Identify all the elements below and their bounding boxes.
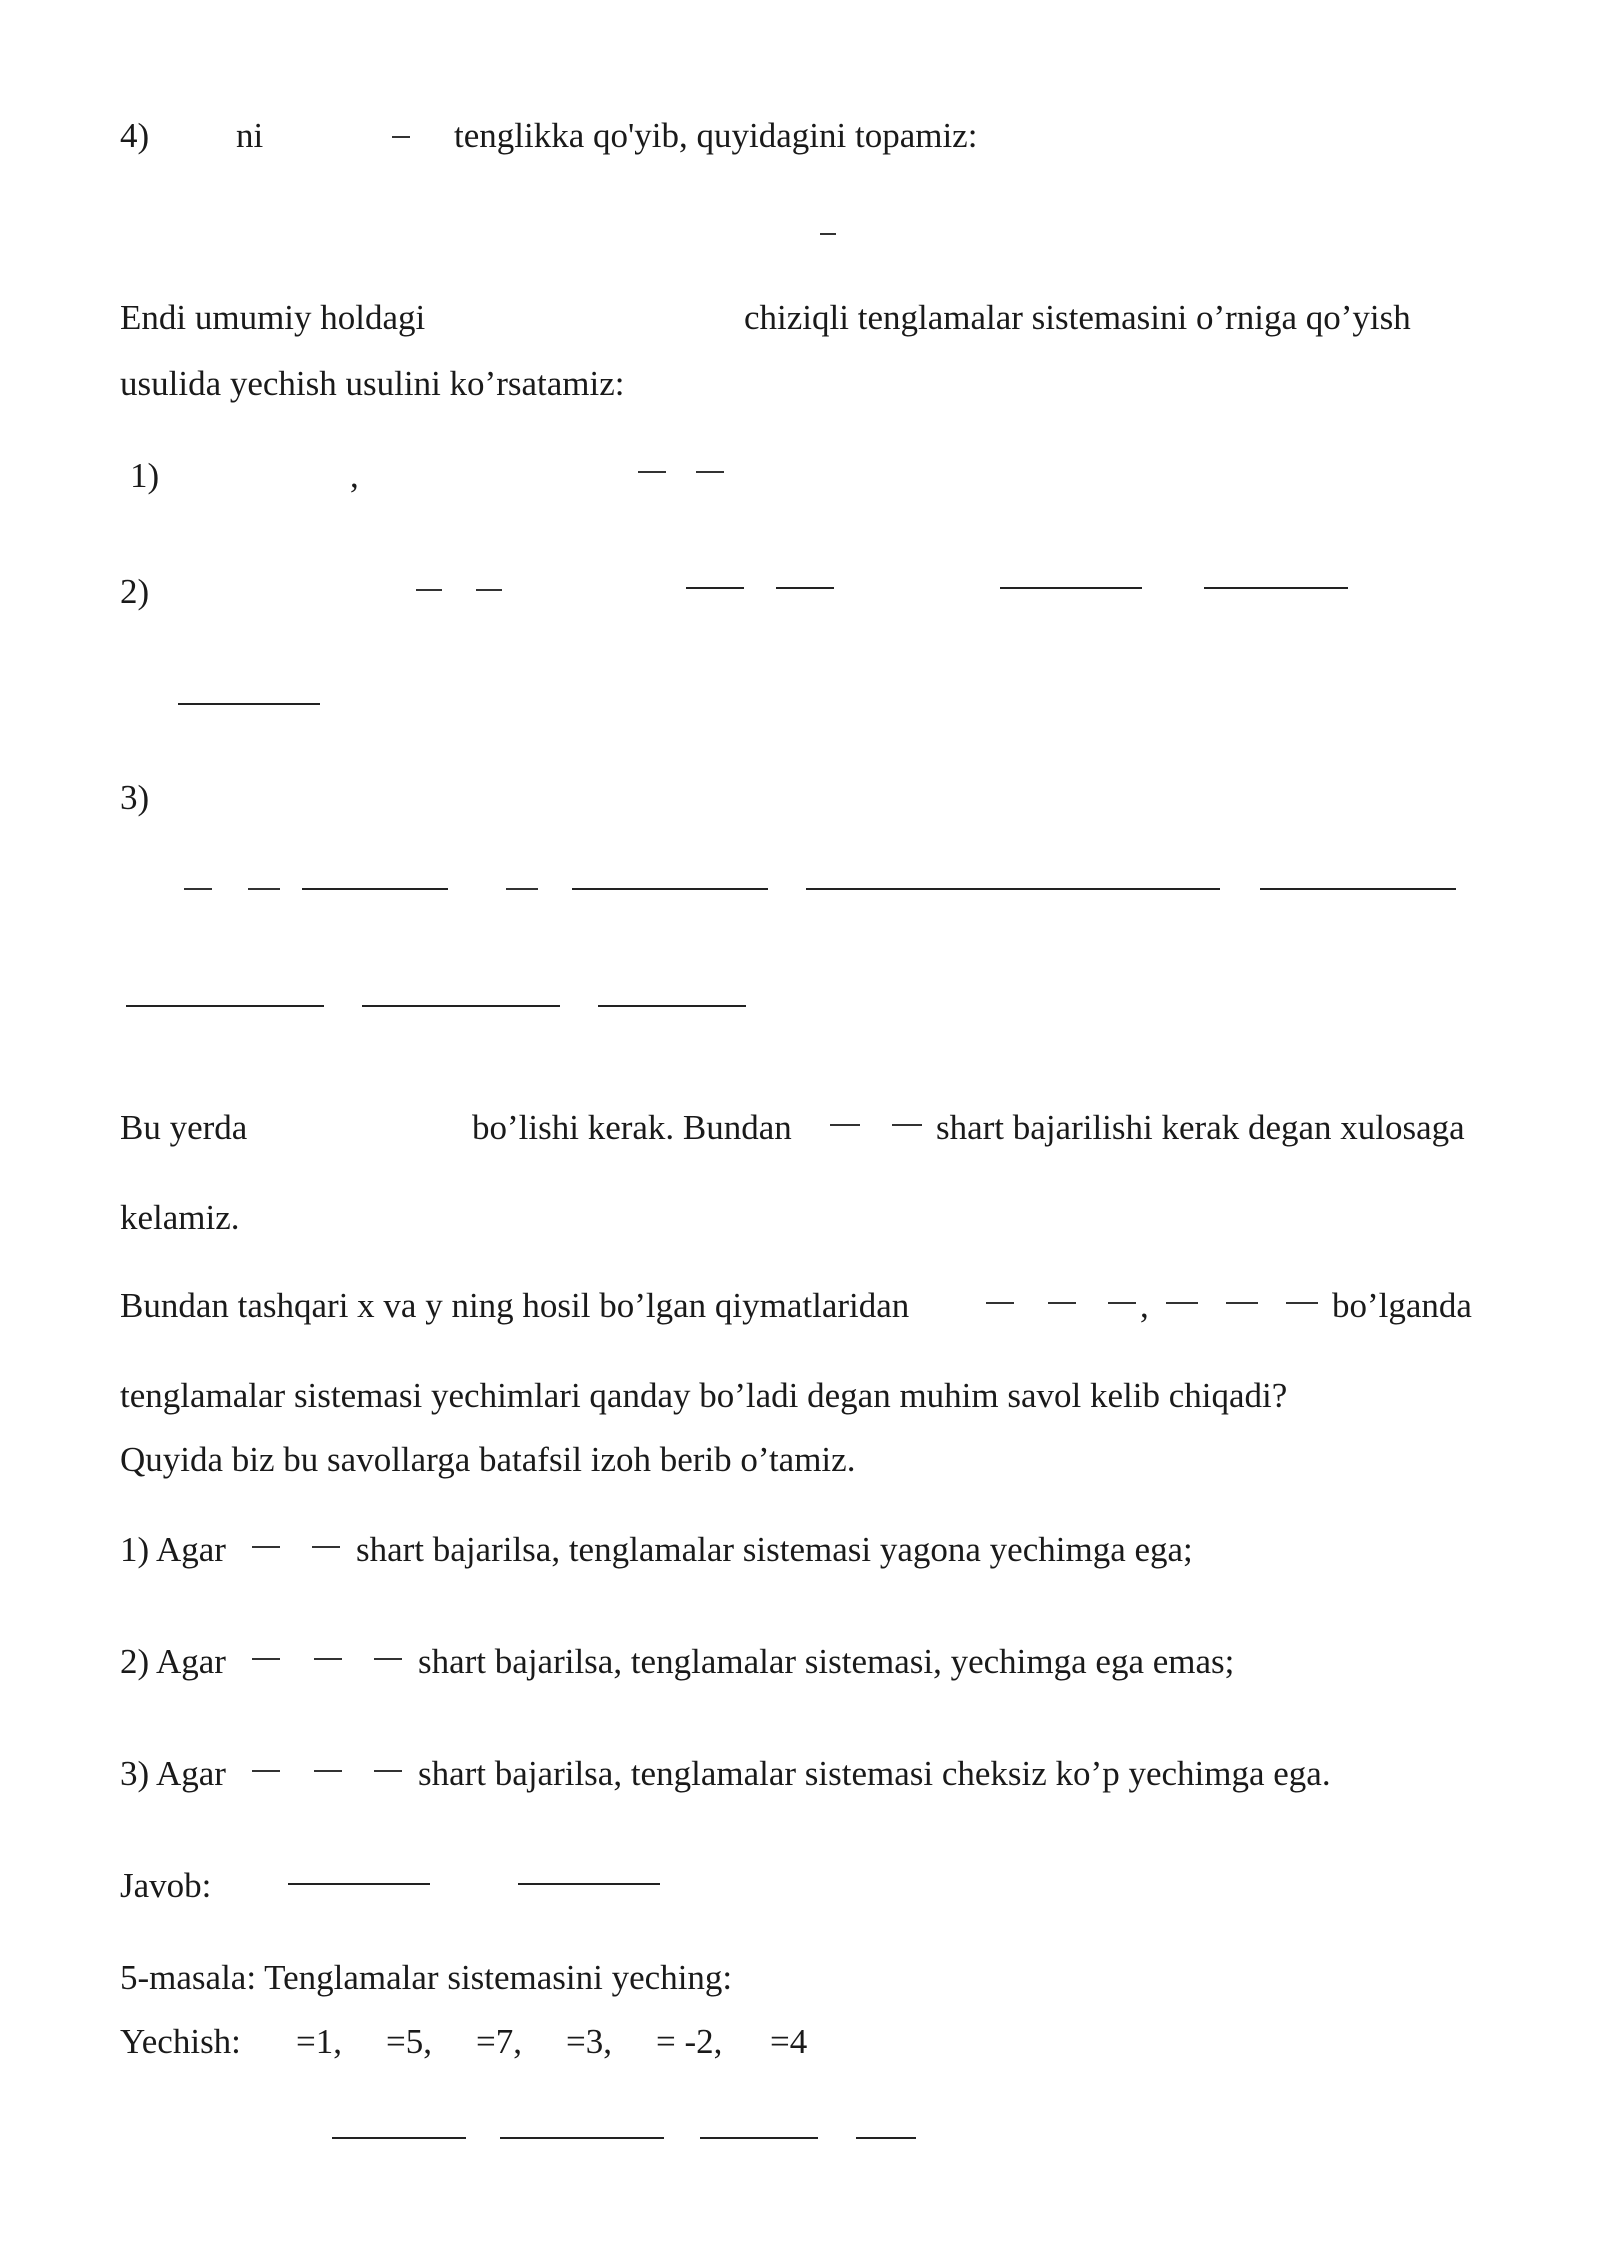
fraction-bar: [806, 888, 1220, 890]
fraction-bar: [1048, 1302, 1076, 1304]
fraction-bar: [392, 136, 410, 138]
solution-value: =3,: [566, 2022, 612, 2061]
fraction-bar: [288, 1883, 430, 1885]
case-3-label: 3) Agar: [120, 1754, 226, 1793]
fraction-bar: [252, 1770, 280, 1772]
comma: ,: [350, 456, 359, 495]
fraction-bar: [1204, 587, 1348, 589]
fraction-bar: [1108, 1302, 1136, 1304]
fraction-bar: [248, 888, 280, 890]
general-text-start: Endi umumiy holdagi: [120, 298, 426, 337]
fraction-bar: [126, 1005, 324, 1007]
beyond-line3: Quyida biz bu savollarga batafsil izoh berib o’tamiz.: [120, 1440, 856, 1479]
beyond-comma: ,: [1140, 1286, 1149, 1325]
fraction-bar: [1166, 1302, 1198, 1304]
fraction-bar: [1260, 888, 1456, 890]
beyond-text-start: Bundan tashqari x va y ning hosil bo’lgan qiymatlaridan: [120, 1286, 910, 1325]
step4-text: tenglikka qo'yib, quyidagini topamiz:: [454, 116, 978, 155]
condition-line2: kelamiz.: [120, 1198, 240, 1237]
solution-value: =7,: [476, 2022, 522, 2061]
fraction-bar: [1226, 1302, 1258, 1304]
fraction-bar: [598, 1005, 746, 1007]
step-number: 4): [120, 116, 150, 155]
case-3-text: shart bajarilsa, tenglamalar sistemasi cheksiz ko’p yechimga ega.: [418, 1754, 1331, 1793]
javob-label: Javob:: [120, 1866, 212, 1905]
condition-bu-yerda: Bu yerda: [120, 1108, 248, 1147]
ni-word: ni: [236, 116, 264, 155]
fraction-bar: [476, 589, 502, 591]
fraction-bar: [416, 589, 442, 591]
condition-tail: shart bajarilishi kerak degan xulosaga: [936, 1108, 1465, 1147]
fraction-bar: [332, 2137, 466, 2139]
fraction-bar: [1286, 1302, 1318, 1304]
fraction-bar: [700, 2137, 818, 2139]
fraction-bar: [362, 1005, 560, 1007]
step-3-label: 3): [120, 778, 150, 817]
beyond-tail: bo’lganda: [1332, 1286, 1472, 1325]
fraction-bar: [302, 888, 448, 890]
fraction-bar: [856, 2137, 916, 2139]
general-text-end: chiziqli tenglamalar sistemasini o’rniga qo’yish: [744, 298, 1411, 337]
fraction-bar: [638, 471, 666, 473]
fraction-bar: [820, 233, 836, 235]
beyond-line2: tenglamalar sistemasi yechimlari qanday bo’ladi degan muhim savol kelib chiqadi?: [120, 1376, 1288, 1415]
solution-value: =1,: [296, 2022, 342, 2061]
fraction-bar: [830, 1124, 860, 1126]
fraction-bar: [572, 888, 768, 890]
fraction-bar: [500, 2137, 664, 2139]
fraction-bar: [312, 1546, 340, 1548]
solution-value: =5,: [386, 2022, 432, 2061]
step-2-label: 2): [120, 572, 150, 611]
fraction-bar: [252, 1658, 280, 1660]
yechish-label: Yechish:: [120, 2022, 241, 2061]
fraction-bar: [184, 888, 212, 890]
problem-5-title: 5-masala: Tenglamalar sistemasini yeching:: [120, 1958, 733, 1997]
general-text-line2: usulida yechish usulini ko’rsatamiz:: [120, 364, 625, 403]
fraction-bar: [986, 1302, 1014, 1304]
fraction-bar: [178, 703, 320, 705]
fraction-bar: [374, 1658, 402, 1660]
case-2-label: 2) Agar: [120, 1642, 226, 1681]
fraction-bar: [686, 587, 744, 589]
fraction-bar: [776, 587, 834, 589]
fraction-bar: [506, 888, 538, 890]
solution-value: =4: [770, 2022, 808, 2061]
case-2-text: shart bajarilsa, tenglamalar sistemasi, yechimga ega emas;: [418, 1642, 1235, 1681]
fraction-bar: [314, 1658, 342, 1660]
case-1-text: shart bajarilsa, tenglamalar sistemasi yagona yechimga ega;: [356, 1530, 1193, 1569]
fraction-bar: [374, 1770, 402, 1772]
fraction-bar: [892, 1124, 922, 1126]
step-1-label: 1): [130, 456, 160, 495]
case-1-label: 1) Agar: [120, 1530, 226, 1569]
fraction-bar: [518, 1883, 660, 1885]
condition-mid: bo’lishi kerak. Bundan: [472, 1108, 792, 1147]
fraction-bar: [314, 1770, 342, 1772]
solution-value: = -2,: [656, 2022, 723, 2061]
fraction-bar: [696, 471, 724, 473]
fraction-bar: [1000, 587, 1142, 589]
fraction-bar: [252, 1546, 280, 1548]
